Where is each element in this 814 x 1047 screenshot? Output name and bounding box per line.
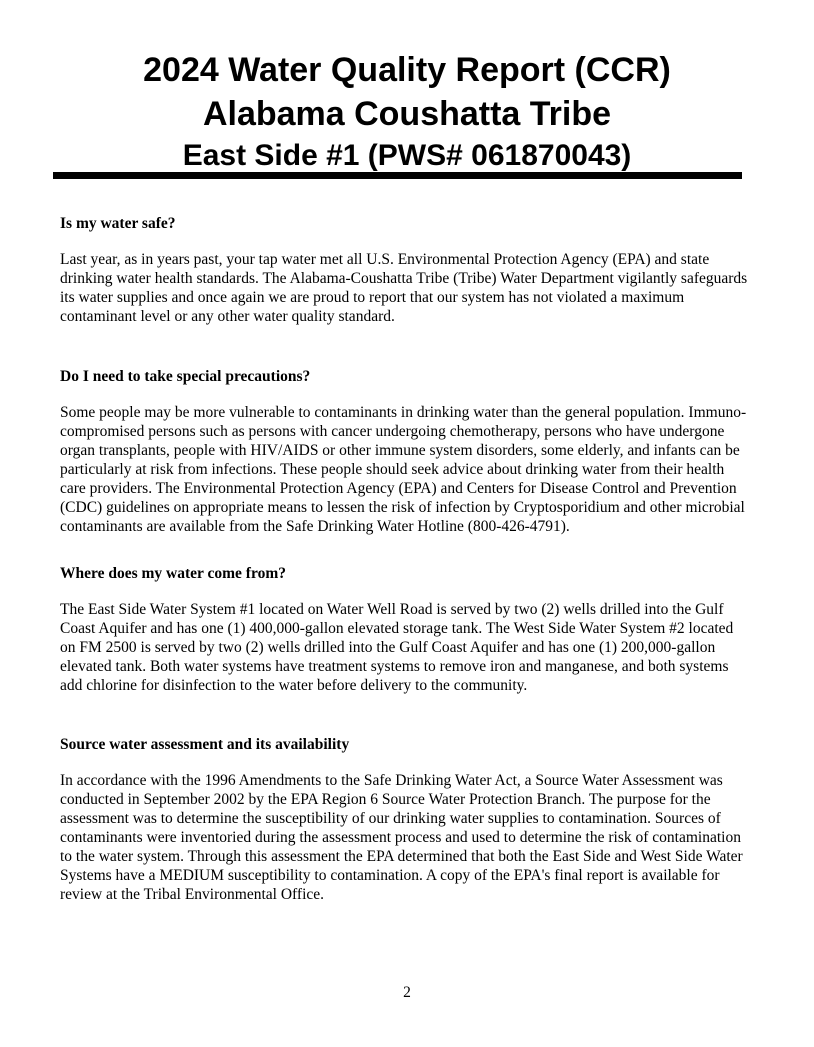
report-content [60, 214, 750, 904]
report-header [0, 48, 814, 176]
report-title: 2024 Water Quality Report (CCR) [143, 51, 671, 89]
page-number: 2 [403, 984, 411, 1001]
tribe-name: Alabama Coushatta Tribe [202, 95, 612, 133]
section-source-assessment [60, 735, 750, 904]
section-water-source [60, 564, 750, 695]
section-heading: Is my water safe? [60, 215, 176, 232]
section-body: The East Side Water System #1 located on Water Well Road is served by two (2) wells drilled into the Gulf Coast Aquifer and has one (1) 400,000-gallon elevated storage tank. The West Side Water System #2 located on FM 2500 is served by two (2) wells drilled into the Gulf Coast Aquifer and has one (1) 200,000-gallon elevated tank. Both water systems have treatment systems to remove iron and manganese, and both systems add chlorine for disinfection to the water before delivery to the community. [60, 601, 734, 694]
section-special-precautions [60, 367, 750, 536]
section-heading: Do I need to take special precautions? [60, 368, 311, 385]
section-body: Last year, as in years past, your tap water met all U.S. Environmental Protection Agency (EPA) and state drinking water health standards. The Alabama-Coushatta Tribe (Tribe) Water Department vigilantly safeguards its water supplies and once again we are proud to report that our system has not violated a maximum contaminant level or any other water quality standard. [60, 251, 748, 325]
system-id: East Side #1 (PWS# 061870043) [182, 139, 632, 172]
section-heading: Where does my water come from? [60, 565, 286, 582]
section-water-safe [60, 214, 750, 326]
section-body: In accordance with the 1996 Amendments to the Safe Drinking Water Act, a Source Water Assessment was conducted in September 2002 by the EPA Region 6 Source Water Protection Branch. The purpose for the assessment was to determine the susceptibility of our drinking water supplies to contamination. Sources of contaminants were inventoried during the assessment process and used to determine the risk of contamination to the water system. Through this assessment the EPA determined that both the East Side and West Side Water Systems have a MEDIUM susceptibility to contamination. A copy of the EPA's final report is available for review at the Tribal Environmental Office. [60, 772, 743, 903]
section-body: Some people may be more vulnerable to contaminants in drinking water than the general population. Immuno-compromised persons such as persons with cancer undergoing chemotherapy, persons who have undergone organ transplants, people with HIV/AIDS or other immune system disorders, some elderly, and infants can be particularly at risk from infections. These people should seek advice about drinking water from their health care providers. The Environmental Protection Agency (EPA) and Centers for Disease Control and Prevention (CDC) guidelines on appropriate means to lessen the risk of infection by Cryptosporidium and other microbial contaminants are available from the Safe Drinking Water Hotline (800-426-4791). [60, 404, 747, 535]
header-divider [53, 172, 742, 179]
section-heading: Source water assessment and its availability [60, 736, 350, 753]
